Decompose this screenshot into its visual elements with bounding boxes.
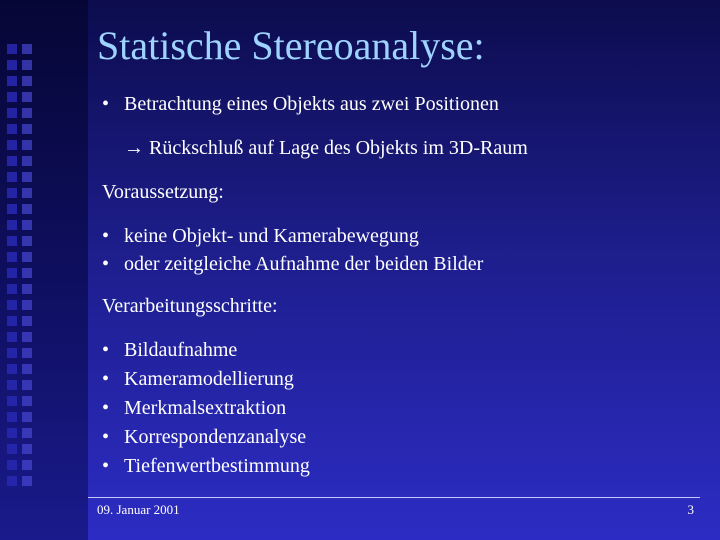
bullet-icon: • (102, 368, 110, 390)
bullet-icon: • (102, 253, 110, 275)
bullet-icon: • (102, 339, 110, 361)
prerequisite-item: keine Objekt- und Kamerabewegung (124, 225, 419, 247)
footer-date: 09. Januar 2001 (97, 502, 180, 517)
bullet-icon: • (102, 426, 110, 448)
slide-title: Statische Stereoanalyse: (97, 23, 485, 68)
step-item: Merkmalsextraktion (124, 397, 287, 419)
prerequisite-heading: Voraussetzung: (102, 181, 224, 203)
intro-bullet-text: Betrachtung eines Objekts aus zwei Positionen (124, 93, 499, 115)
decorative-left-strip (0, 0, 88, 540)
bullet-icon: • (102, 225, 110, 247)
decorative-square-column (22, 44, 32, 492)
bullet-icon: • (102, 397, 110, 419)
conclusion-text: → Rückschluß auf Lage des Objekts im 3D-Raum (124, 137, 528, 159)
step-item: Tiefenwertbestimmung (124, 455, 310, 477)
step-item: Bildaufnahme (124, 339, 238, 361)
step-item: Korrespondenzanalyse (124, 426, 307, 448)
footer-divider (88, 497, 700, 498)
decorative-square-column (7, 44, 17, 492)
bullet-icon: • (102, 93, 110, 115)
page-number: 3 (687, 502, 694, 517)
prerequisite-item: oder zeitgleiche Aufnahme der beiden Bilder (124, 253, 484, 275)
step-item: Kameramodellierung (124, 368, 294, 390)
bullet-icon: • (102, 455, 110, 477)
steps-heading: Verarbeitungsschritte: (102, 295, 278, 317)
